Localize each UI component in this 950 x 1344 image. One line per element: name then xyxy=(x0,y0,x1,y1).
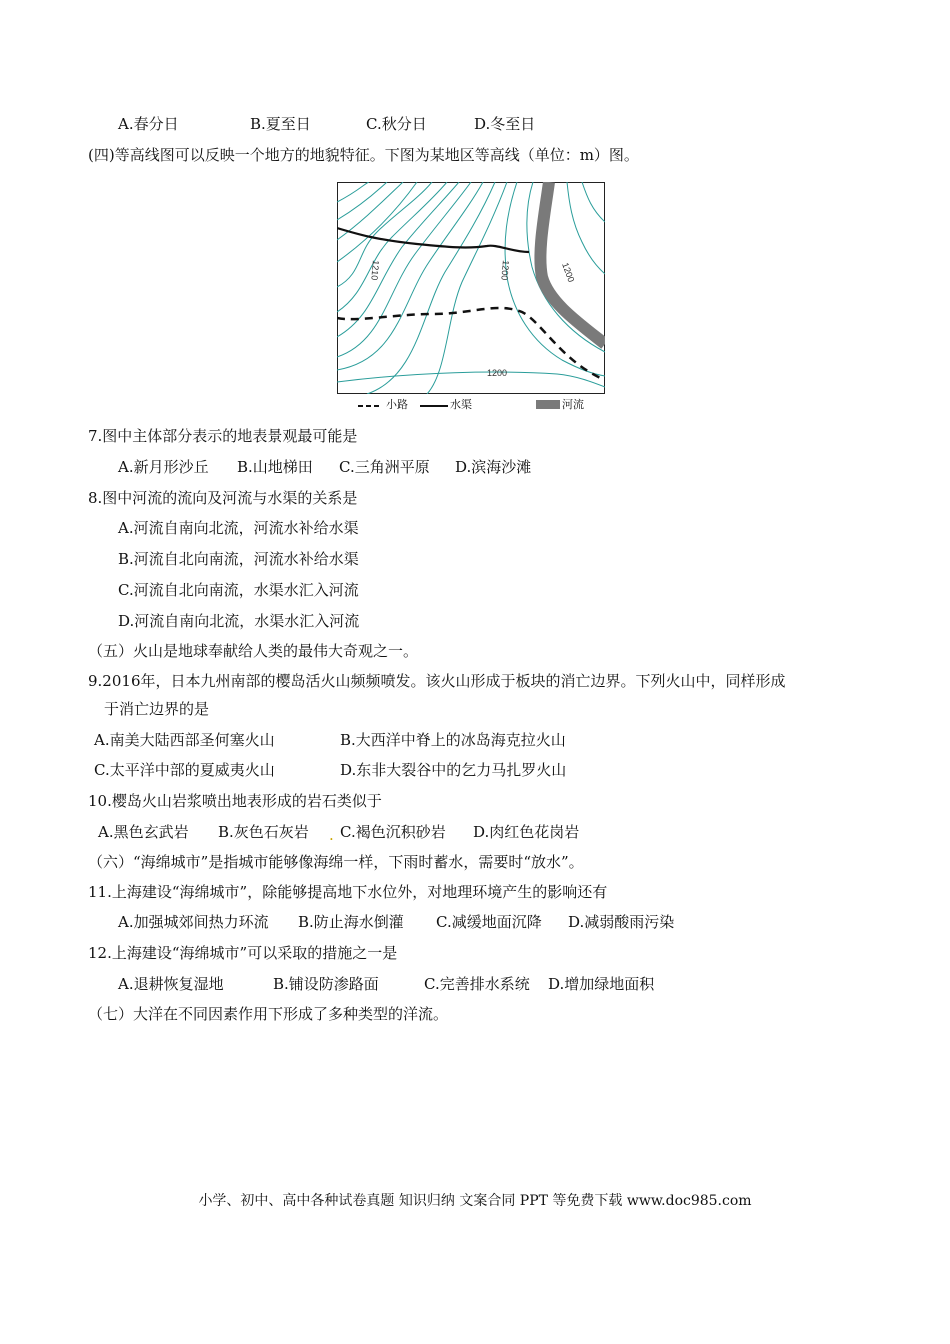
q8-option-c: C.河流自北向南流，水渠水汇入河流 xyxy=(118,581,359,599)
q8-stem: 8.图中河流的流向及河流与水渠的关系是 xyxy=(88,489,358,507)
q12-stem: 12.上海建设“海绵城市”可以采取的措施之一是 xyxy=(88,944,398,962)
q7-option-d: D.滨海沙滩 xyxy=(455,458,532,476)
q10-option-b: B.灰色石灰岩 xyxy=(218,823,309,841)
contour-label-1200-a: 1200 xyxy=(499,259,511,281)
section6-intro: （六）“海绵城市”是指城市能够像海绵一样，下雨时蓄水，需要时“放水”。 xyxy=(88,853,584,871)
q10-option-c: C.褐色沉积砂岩 xyxy=(340,823,446,841)
q6-options xyxy=(118,114,535,134)
contour-label-1200-b: 1200 xyxy=(560,261,577,284)
contour-label-1210: 1210 xyxy=(369,259,381,281)
road-legend-icon xyxy=(358,404,382,408)
q6-option-a: A.春分日 xyxy=(118,115,179,133)
q8-option-a: A.河流自南向北流，河流水补给水渠 xyxy=(118,519,359,537)
legend-river-label: 河流 xyxy=(562,398,584,411)
q12-option-c: C.完善排水系统 xyxy=(424,975,530,993)
legend-canal-label: 水渠 xyxy=(450,398,472,411)
q6-option-d: D.冬至日 xyxy=(474,115,536,133)
q8-option-d: D.河流自南向北流，水渠水汇入河流 xyxy=(118,612,360,630)
q12-options xyxy=(118,974,654,994)
q7-option-a: A.新月形沙丘 xyxy=(118,458,209,476)
q9-stem-line2: 于消亡边界的是 xyxy=(104,700,210,718)
canal-legend-icon xyxy=(420,404,448,408)
river-legend-icon xyxy=(536,400,560,409)
q9-option-d: D.东非大裂谷中的乞力马扎罗火山 xyxy=(340,761,567,779)
q9-stem-line1: 9.2016年，日本九州南部的樱岛活火山频频喷发。该火山形成于板块的消亡边界。下列火山中，同样形成 xyxy=(88,672,786,690)
q11-options xyxy=(118,912,674,932)
q7-options xyxy=(118,457,531,477)
q10-option-a: A.黑色玄武岩 xyxy=(98,823,189,841)
section7-intro: （七）大洋在不同因素作用下形成了多种类型的洋流。 xyxy=(88,1005,449,1023)
q10-option-d: D.肉红色花岗岩 xyxy=(473,823,580,841)
q9-option-a: A.南美大陆西部圣何塞火山 xyxy=(94,731,275,749)
q6-option-c: C.秋分日 xyxy=(366,115,427,133)
q10-stem: 10.樱岛火山岩浆喷出地表形成的岩石类似于 xyxy=(88,792,382,810)
q10-options xyxy=(98,822,579,842)
q7-stem: 7.图中主体部分表示的地表景观最可能是 xyxy=(88,427,358,445)
contour-map xyxy=(337,182,605,394)
stray-dot: . xyxy=(329,826,334,844)
q11-option-a: A.加强城郊间热力环流 xyxy=(118,913,269,931)
q6-option-b: B.夏至日 xyxy=(250,115,311,133)
contour-label-1200-c: 1200 xyxy=(487,368,508,378)
q12-option-a: A.退耕恢复湿地 xyxy=(118,975,224,993)
page-footer: 小学、初中、高中各种试卷真题 知识归纳 文案合同 PPT 等免费下载 www.doc985.com xyxy=(198,1193,752,1209)
q11-option-b: B.防止海水倒灌 xyxy=(298,913,404,931)
legend-road-label: 小路 xyxy=(386,398,408,411)
section5-intro: （五）火山是地球奉献给人类的最伟大奇观之一。 xyxy=(88,642,419,660)
q9-options-row2 xyxy=(94,760,566,780)
q9-options-row1 xyxy=(94,730,566,750)
q11-option-c: C.减缓地面沉降 xyxy=(436,913,542,931)
q9-option-c: C.太平洋中部的夏威夷火山 xyxy=(94,761,275,779)
q7-option-c: C.三角洲平原 xyxy=(339,458,430,476)
q12-option-b: B.铺设防渗路面 xyxy=(273,975,379,993)
q12-option-d: D.增加绿地面积 xyxy=(548,975,655,993)
q9-option-b: B.大西洋中脊上的冰岛海克拉火山 xyxy=(340,731,566,749)
q11-stem: 11.上海建设“海绵城市”，除能够提高地下水位外，对地理环境产生的影响还有 xyxy=(88,883,608,901)
section4-intro: (四)等高线图可以反映一个地方的地貌特征。下图为某地区等高线（单位：m）图。 xyxy=(88,146,639,164)
q11-option-d: D.减弱酸雨污染 xyxy=(568,913,675,931)
q7-option-b: B.山地梯田 xyxy=(237,458,313,476)
q8-option-b: B.河流自北向南流，河流水补给水渠 xyxy=(118,550,359,568)
